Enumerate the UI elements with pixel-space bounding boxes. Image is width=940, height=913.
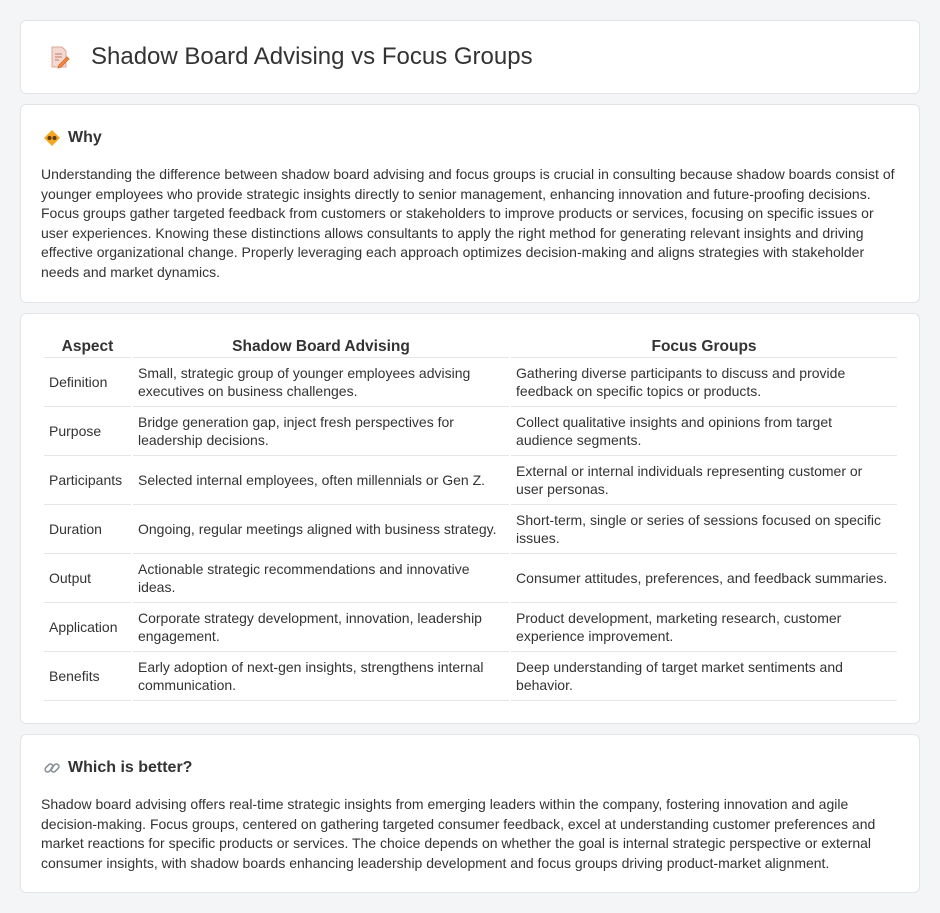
row-shadow-board: Ongoing, regular meetings aligned with business strategy. <box>133 505 509 554</box>
row-shadow-board: Early adoption of next-gen insights, strengthens internal communication. <box>133 652 509 701</box>
row-aspect: Application <box>44 603 131 652</box>
table-row <box>44 652 897 701</box>
comparison-table-card <box>20 313 920 724</box>
row-aspect: Output <box>44 554 131 603</box>
row-focus-groups: Consumer attitudes, preferences, and feedback summaries. <box>511 554 897 603</box>
table-row <box>44 456 897 505</box>
row-aspect: Duration <box>44 505 131 554</box>
comparison-table <box>42 335 899 701</box>
row-focus-groups: Gathering diverse participants to discuss and provide feedback on specific topics or products. <box>511 358 897 407</box>
table-row <box>44 603 897 652</box>
document-pencil-icon <box>47 45 71 69</box>
row-shadow-board: Selected internal employees, often millennials or Gen Z. <box>133 456 509 505</box>
table-row <box>44 407 897 456</box>
header-shadow-board: Shadow Board Advising <box>133 335 509 358</box>
row-focus-groups: External or internal individuals representing customer or user personas. <box>511 456 897 505</box>
why-section <box>20 104 920 303</box>
row-shadow-board: Actionable strategic recommendations and innovative ideas. <box>133 554 509 603</box>
which-is-better-section <box>20 734 920 893</box>
header-focus-groups: Focus Groups <box>511 335 897 358</box>
why-heading: Why <box>68 129 102 146</box>
row-shadow-board: Bridge generation gap, inject fresh perspectives for leadership decisions. <box>133 407 509 456</box>
table-row <box>44 358 897 407</box>
row-focus-groups: Short-term, single or series of sessions focused on specific issues. <box>511 505 897 554</box>
why-text: Understanding the difference between shadow board advising and focus groups is crucial in consulting because shadow boards consist of younger employees who provide strategic insights directly to senior management, enhancing innovation and future-proofing decisions. Focus groups gather targeted feedback from customers or stakeholders to improve products or services, focusing on specific issues or user experiences. Knowing these distinctions allows consultants to apply the right method for generating relevant insights and driving effective organizational change. Properly leveraging each approach optimizes decision-making and aligns strategies with stakeholder needs and market dynamics. <box>41 166 895 280</box>
which-is-better-heading: Which is better? <box>68 759 193 776</box>
page-title: Shadow Board Advising vs Focus Groups <box>91 43 533 70</box>
lightbulb-gear-icon <box>43 129 61 147</box>
row-aspect: Benefits <box>44 652 131 701</box>
row-shadow-board: Small, strategic group of younger employees advising executives on business challenges. <box>133 358 509 407</box>
header-aspect: Aspect <box>44 335 131 358</box>
row-shadow-board: Corporate strategy development, innovation, leadership engagement. <box>133 603 509 652</box>
title-card <box>20 20 920 94</box>
row-aspect: Participants <box>44 456 131 505</box>
row-focus-groups: Collect qualitative insights and opinions from target audience segments. <box>511 407 897 456</box>
table-header-row <box>44 335 897 358</box>
table-row <box>44 554 897 603</box>
row-focus-groups: Product development, marketing research, customer experience improvement. <box>511 603 897 652</box>
link-icon <box>43 759 61 777</box>
row-aspect: Purpose <box>44 407 131 456</box>
table-row <box>44 505 897 554</box>
row-aspect: Definition <box>44 358 131 407</box>
which-is-better-text: Shadow board advising offers real-time strategic insights from emerging leaders within the company, fostering innovation and agile decision-making. Focus groups, centered on gathering targeted consumer feedback, excel at understanding customer preferences and market reactions for specific products or services. The choice depends on whether the goal is internal strategic perspective or external consumer insights, with shadow boards enhancing leadership development and focus groups driving product-market alignment. <box>41 796 876 871</box>
row-focus-groups: Deep understanding of target market sentiments and behavior. <box>511 652 897 701</box>
